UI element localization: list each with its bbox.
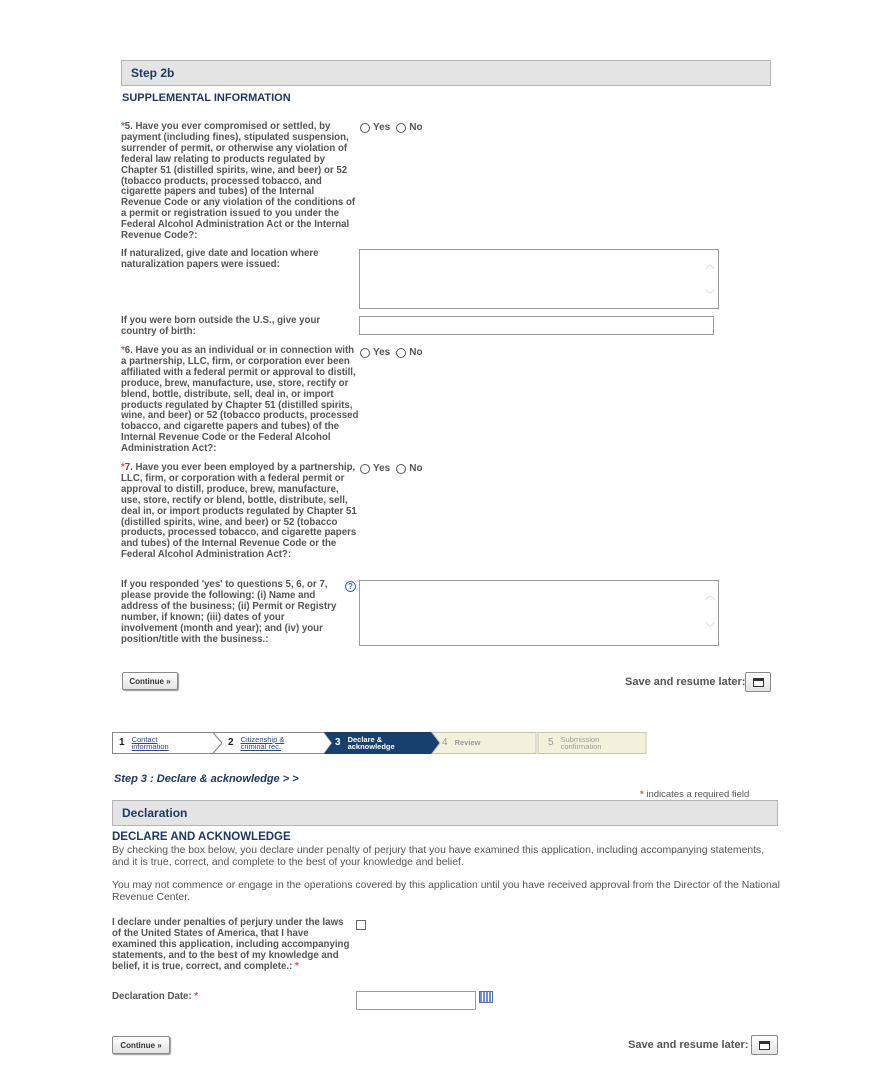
step-5-submission [548,732,621,754]
question-7-radios [360,463,426,474]
required-asterisk: * [194,991,199,1002]
scroll-down-icon[interactable]: ﹀ [705,290,715,301]
responded-yes-textarea[interactable] [359,580,719,646]
required-asterisk: * [295,960,299,972]
q7-no-radio[interactable] [396,464,406,474]
q7-yes-radio[interactable] [360,464,370,474]
q6-no-label: No [409,347,423,358]
step2b-header-text: Step 2b [131,66,175,80]
save-resume-button[interactable] [751,1035,778,1055]
save-resume-label: Save and resume later: [625,676,746,688]
required-note-text: indicates a required field [646,789,750,800]
required-asterisk: * [121,462,125,473]
supplemental-info-title: SUPPLEMENTAL INFORMATION [122,92,291,104]
naturalized-textarea-wrap [359,249,719,309]
declare-acknowledge-title: DECLARE AND ACKNOWLEDGE [112,831,291,843]
step-2-citizenship[interactable] [228,732,303,754]
q7-yes-label: Yes [373,463,391,474]
required-asterisk: * [640,789,644,800]
step-1-label: Contact information [131,734,169,751]
step2b-header [121,60,771,86]
calendar-icon[interactable] [479,991,493,1003]
q5-no-label: No [409,122,423,133]
step-1-num: 1 [119,737,125,749]
scroll-down-icon[interactable]: ﹀ [705,623,715,634]
declaration-paragraph-2: You may not commence or engage in the operations covered by this application until you have received approval from the Director of the National Revenue Center. [112,880,780,903]
step-3-label: Declare & acknowledge [347,734,395,751]
continue-button[interactable]: Continue » [112,1036,170,1054]
declaration-header-text: Declaration [122,806,188,820]
declaration-header [112,800,778,826]
step-3-num: 3 [335,737,341,749]
progress-steps [112,732,652,754]
declaration-paragraph-1: By checking the box below, you declare under penalty of perjury that you have examined this application, including accompanying statements, and it is true, correct, and complete to the best of your knowledge and belief. [112,845,765,868]
q5-yes-label: Yes [373,122,391,133]
save-resume-button[interactable] [745,672,771,692]
save-icon [759,1041,770,1050]
required-note [640,789,749,800]
q6-yes-label: Yes [373,347,391,358]
step-3-declare[interactable] [335,732,408,754]
save-resume-label: Save and resume later: [628,1039,749,1051]
continue-button[interactable]: Continue » [122,672,178,690]
step3-heading: Step 3 : Declare & acknowledge > > [114,773,299,785]
responded-yes-textarea-wrap [359,580,719,646]
declaration-date-label: Declaration Date: * [112,991,199,1002]
question-6-label: *6. Have you as an individual or in connection with a partnership, LLC, firm, or corporation ever been affiliated with a federal permit or approval to distill, produce, brew, manufacture, use, store, rectify or blend, bottle, distribute, sell, deal in, or import products regulated by Chapter 51 (distilled spirits, wine, and beer) or 52 (tobacco products, processed tobacco, and cigarette papers and tubes) of the Internal Revenue Code or the Federal Alcohol Administration Act?: [121,345,359,455]
required-asterisk: * [121,121,125,132]
question-6-radios [360,347,426,358]
question-5-label: *5. Have you ever compromised or settled, by payment (including fines), stipulated suspension, surrender of permit, or otherwise any violation of federal law relating to products regulated by Chapter 51 (distilled spirits, wine, and beer) or 52 (tobacco products, processed tobacco, and cigarette papers and tubes) of the Internal Revenue Code or any violation of the conditions of a permit or registration issued to you under the Federal Alcohol Administration Act or the Internal Revenue Code?: [121,121,356,242]
q6-yes-radio[interactable] [360,348,370,358]
save-icon [753,678,764,687]
naturalized-label: If naturalized, give date and location where naturalization papers were issued: [121,248,319,270]
q5-yes-radio[interactable] [360,123,370,133]
country-of-birth-input[interactable] [359,316,714,335]
step-5-label: Submission confirmation [560,734,602,751]
q5-no-radio[interactable] [396,123,406,133]
question-5-radios [360,122,426,133]
scroll-up-icon[interactable]: ︿ [705,260,715,271]
declare-checkbox[interactable] [356,920,366,930]
step-4-review [442,732,480,754]
step-4-label: Review [454,738,481,748]
q7-no-label: No [409,463,423,474]
responded-yes-label: If you responded 'yes' to questions 5, 6, or 7, please provide the following: (i) Name and address of the business; (ii) Permit or Registry number, if known; (iii) dates of your involvement (month and year); and (iv) your position/title with the business.: [121,579,337,645]
step-1-contact[interactable] [119,732,187,754]
step-2-label: Citizenship & criminal rec. [240,734,285,751]
declaration-date-input[interactable] [356,991,476,1010]
step-5-num: 5 [548,737,554,749]
step-4-num: 4 [442,737,448,749]
declare-label: I declare under penalties of perjury under the laws of the United States of America, that I have examined this application, including accompanying statements, and to the best of my knowledge and belief, it is true, correct, and complete.: * [112,917,350,972]
question-7-label: *7. Have you ever been employed by a partnership, LLC, firm, or corporation with a federal permit or approval to distill, produce, brew, manufacture, use, store, rectify or blend, bottle, distribute, sell, deal in, or import products regulated by Chapter 51 (distilled spirits, wine, and beer) or 52 (tobacco products, processed tobacco, and cigarette papers and tubes) of the Internal Revenue Code or the Federal Alcohol Administration Act?: [121,462,357,561]
naturalized-textarea[interactable] [359,249,719,309]
required-asterisk: * [121,345,125,356]
step-2-num: 2 [228,737,234,749]
born-outside-label: If you were born outside the U.S., give your country of birth: [121,315,321,337]
q6-no-radio[interactable] [396,348,406,358]
help-icon[interactable]: ? [345,581,356,592]
scroll-up-icon[interactable]: ︿ [705,591,715,602]
